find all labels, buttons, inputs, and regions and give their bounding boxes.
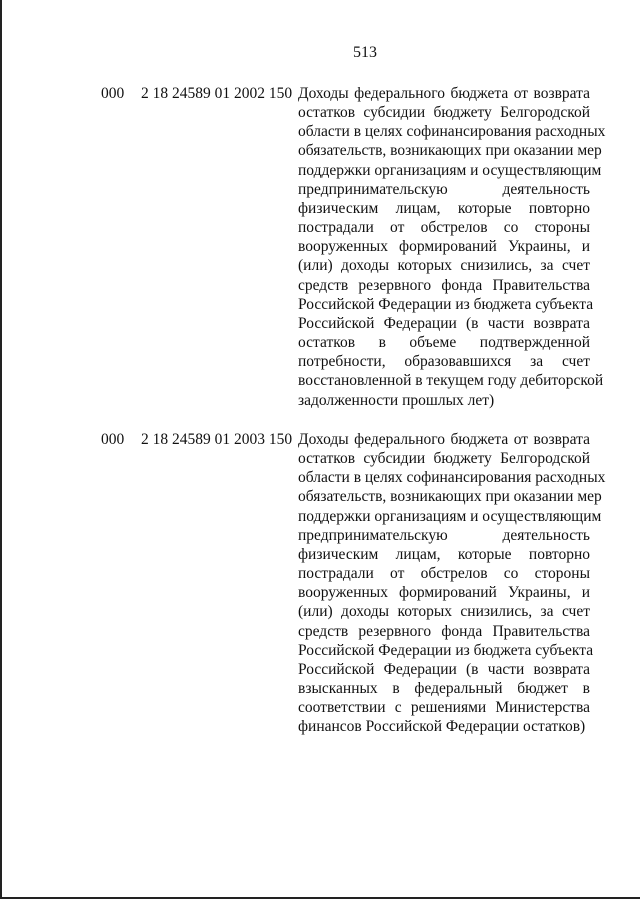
description-line: предпринимательскую деятельность [298, 526, 590, 544]
description-line: взысканных в федеральный бюджет в [298, 680, 590, 698]
admin-code: 000 [101, 431, 125, 448]
description-line: Доходы федерального бюджета от возврата [298, 431, 590, 448]
description-line: предпринимательскую деятельность [298, 180, 590, 198]
description-line: остатков субсидии бюджету Белгородской [298, 450, 590, 468]
description-line: финансов Российской Федерации остатков) [298, 718, 586, 736]
description-line: (или) доходы которых снизились, за счет [298, 257, 590, 275]
description-line: Российской Федерации из бюджета субъекта [298, 641, 594, 659]
description-line: пострадали от обстрелов со стороны [298, 565, 590, 583]
description-line: задолженности прошлых лет) [298, 391, 495, 409]
description-line: вооруженных формирований Украины, и [298, 238, 590, 256]
description-line: (или) доходы которых снизились, за счет [298, 603, 590, 621]
admin-code: 000 [101, 85, 125, 102]
description-line: Российской Федерации из бюджета субъекта [298, 295, 594, 313]
description-line: потребности, образовавшихся за счет [298, 353, 590, 371]
description-line: пострадали от обстрелов со стороны [298, 219, 590, 237]
scan-edge-left [0, 0, 2, 899]
description-line: средств резервного фонда Правительства [298, 622, 590, 640]
description-line: физическим лицам, которые повторно [298, 545, 590, 563]
description-line: обязательств, возникающих при оказании мер [298, 488, 602, 506]
entry-description [298, 430, 606, 737]
description-line: соответствии с решениями Министерства [298, 699, 590, 717]
description-line: поддержки организациям и осуществляющим [298, 507, 602, 525]
classification-code: 2 18 24589 01 2003 150 [141, 431, 293, 448]
description-line: вооруженных формирований Украины, и [298, 584, 590, 602]
page-number: 513 [353, 44, 377, 61]
description-line: поддержки организациям и осуществляющим [298, 161, 602, 179]
description-line: остатков субсидии бюджету Белгородской [298, 104, 590, 122]
description-line: Российской Федерации (в части возврата [298, 660, 590, 678]
description-line: остатков в объеме подтвержденной [298, 334, 590, 352]
description-line: обязательств, возникающих при оказании мер [298, 142, 602, 160]
classification-code: 2 18 24589 01 2002 150 [141, 85, 293, 102]
description-line: Российской Федерации (в части возврата [298, 314, 590, 332]
description-line: физическим лицам, которые повторно [298, 199, 590, 217]
description-line: восстановленной в текущем году дебиторской [298, 372, 604, 390]
description-line: средств резервного фонда Правительства [298, 276, 590, 294]
description-line: области в целях софинансирования расходных [298, 123, 606, 141]
entry-description [298, 84, 606, 410]
description-line: области в целях софинансирования расходных [298, 469, 606, 487]
description-line: Доходы федерального бюджета от возврата [298, 85, 590, 102]
